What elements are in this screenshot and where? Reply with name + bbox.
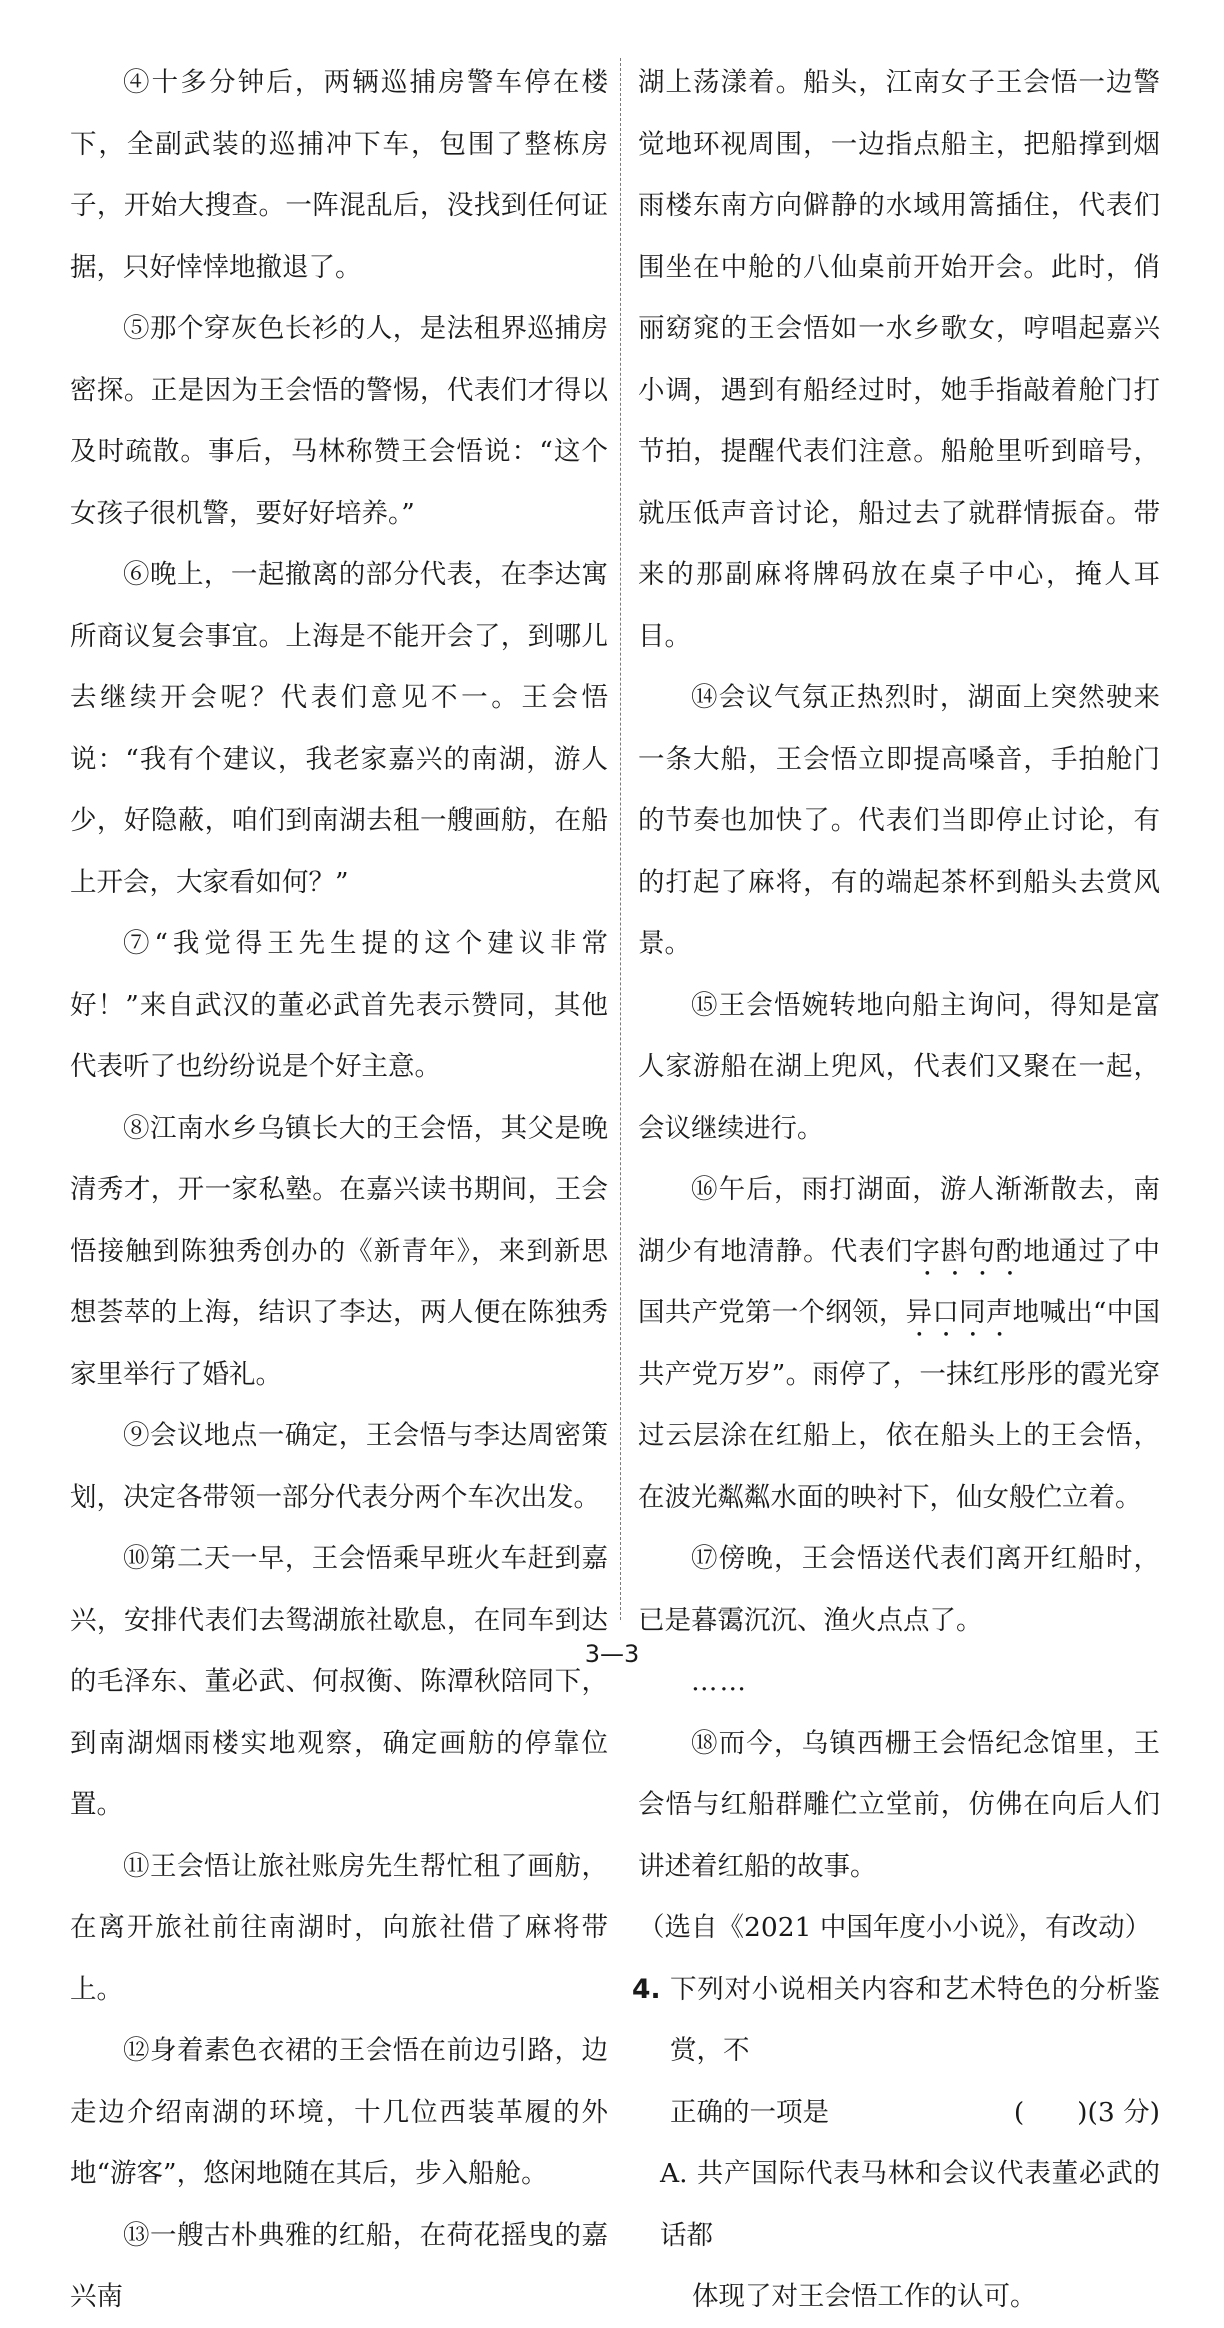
answer-blank[interactable] (1014, 2082, 1160, 2144)
question-4 (632, 1959, 1160, 2144)
paragraph-4: ④十多分钟后，两辆巡捕房警车停在楼下，全副武装的巡捕冲下车，包围了整栋房子，开始大搜查。一阵混乱后，没找到任何证据，只好悻悻地撤退了。 (70, 67, 608, 283)
paragraph-6: ⑥晚上，一起撤离的部分代表，在李达寓所商议复会事宜。上海是不能开会了，到哪儿去继续开会呢？代表们意见不一。王会悟说：“我有个建议，我老家嘉兴的南湖，游人少，好隐蔽，咱们到南湖去租一艘画舫，在船上开会，大家看如何？” (70, 559, 608, 898)
right-column (632, 52, 1161, 2328)
answer-parentheses: ( ) (1013, 2096, 1088, 2128)
paragraph-7: ⑦“我觉得王先生提的这个建议非常好！”来自武汉的董必武首先表示赞同，其他代表听了也纷纷说是个好主意。 (70, 928, 608, 1082)
paragraph-16 (638, 1159, 1160, 1528)
paragraph-13-continued: 湖上荡漾着。船头，江南女子王会悟一边警觉地环视周围，一边指点船主，把船撑到烟雨楼东南方向僻静的水域用篙插住，代表们围坐在中舱的八仙桌前开始开会。此时，俏丽窈窕的王会悟如一水乡歌女，哼唱起嘉兴小调，遇到有船经过时，她手指敲着舱门打节拍，提醒代表们注意。船舱里听到暗号，就压低声音讨论，船过去了就群情振奋。带来的那副麻将牌码放在桌子中心，掩人耳目。 (638, 67, 1160, 652)
paragraph-10: ⑩第二天一早，王会悟乘早班火车赶到嘉兴，安排代表们去鸳湖旅社歇息，在同车到达的毛泽东、董必武、何叔衡、陈潭秋陪同下，到南湖烟雨楼实地观察，确定画舫的停靠位置。 (70, 1543, 608, 1820)
left-column (70, 52, 608, 2328)
emphasized-phrase-1: 字斟句酌 (913, 1235, 1024, 1267)
question-stem-end: 正确的一项是 (670, 2096, 829, 2128)
paragraph-12: ⑫身着素色衣裙的王会悟在前边引路，边走边介绍南湖的环境，十几位西装革履的外地“游客”，悠闲地随在其后，步入船舱。 (70, 2035, 608, 2189)
page-number: 3—3 (584, 1640, 640, 1668)
paragraph-5: ⑤那个穿灰色长衫的人，是法租界巡捕房密探。正是因为王会悟的警惕，代表们才得以及时疏散。事后，马林称赞王会悟说：“这个女孩子很机警，要好好培养。” (70, 313, 608, 529)
question-number: 4. (632, 1973, 661, 2005)
paragraph-13-start: ⑬一艘古朴典雅的红船，在荷花摇曳的嘉兴南 (70, 2219, 608, 2312)
option-a-line-1: A. 共产国际代表马林和会议代表董必武的话都 (660, 2158, 1160, 2251)
paragraph-11: ⑪王会悟让旅社账房先生帮忙租了画舫，在离开旅社前往南湖时，向旅社借了麻将带上。 (70, 1850, 608, 2005)
question-stem-line-2 (670, 2082, 1160, 2144)
paragraph-18: ⑱而今，乌镇西栅王会悟纪念馆里，王会悟与红船群雕伫立堂前，仿佛在向后人们讲述着红船的故事。 (638, 1727, 1160, 1882)
paragraph-17: ⑰傍晚，王会悟送代表们离开红船时，已是暮霭沉沉、渔火点点了。 (638, 1543, 1160, 1636)
ellipsis: …… (691, 1666, 748, 1697)
emphasized-phrase-2: 异口同声 (905, 1297, 1013, 1328)
question-score: (3 分) (1087, 2096, 1160, 2128)
source-citation: （选自《2021 中国年度小小说》，有改动） (638, 1912, 1152, 1943)
paragraph-8: ⑧江南水乡乌镇长大的王会悟，其父是晚清秀才，开一家私塾。在嘉兴读书期间，王会悟接触到陈独秀创办的《新青年》，来到新思想荟萃的上海，结识了李达，两人便在陈独秀家里举行了婚礼。 (70, 1112, 608, 1390)
paragraph-16-part-c: 地喊出“中国共产党万岁”。雨停了，一抹红彤彤的霞光穿过云层涂在红船上，依在船头上的王会悟，在波光粼粼水面的映衬下，仙女般伫立着。 (638, 1297, 1161, 1513)
column-divider (620, 58, 621, 1620)
paragraph-16-part-a: ⑯午后，雨打湖面，游人渐渐散去，南湖少有地清静。代表们 (638, 1174, 1160, 1267)
paragraph-9: ⑨会议地点一确定，王会悟与李达周密策划，决定各带领一部分代表分两个车次出发。 (70, 1420, 608, 1513)
option-a-line-2: 体现了对王会悟工作的认可。 (692, 2281, 1037, 2312)
paragraph-14: ⑭会议气氛正热烈时，湖面上突然驶来一条大船，王会悟立即提高嗓音，手拍舱门的节奏也加快了。代表们当即停止讨论，有的打起了麻将，有的端起茶杯到船头去赏风景。 (638, 682, 1160, 959)
paragraph-15: ⑮王会悟婉转地向船主询问，得知是富人家游船在湖上兜风，代表们又聚在一起，会议继续进行。 (638, 989, 1160, 1144)
question-stem: 下列对小说相关内容和艺术特色的分析鉴赏，不 (670, 1973, 1160, 2066)
paragraph-16-part-b: 地通过了中国共产党第一个纲领， (638, 1235, 1161, 1328)
